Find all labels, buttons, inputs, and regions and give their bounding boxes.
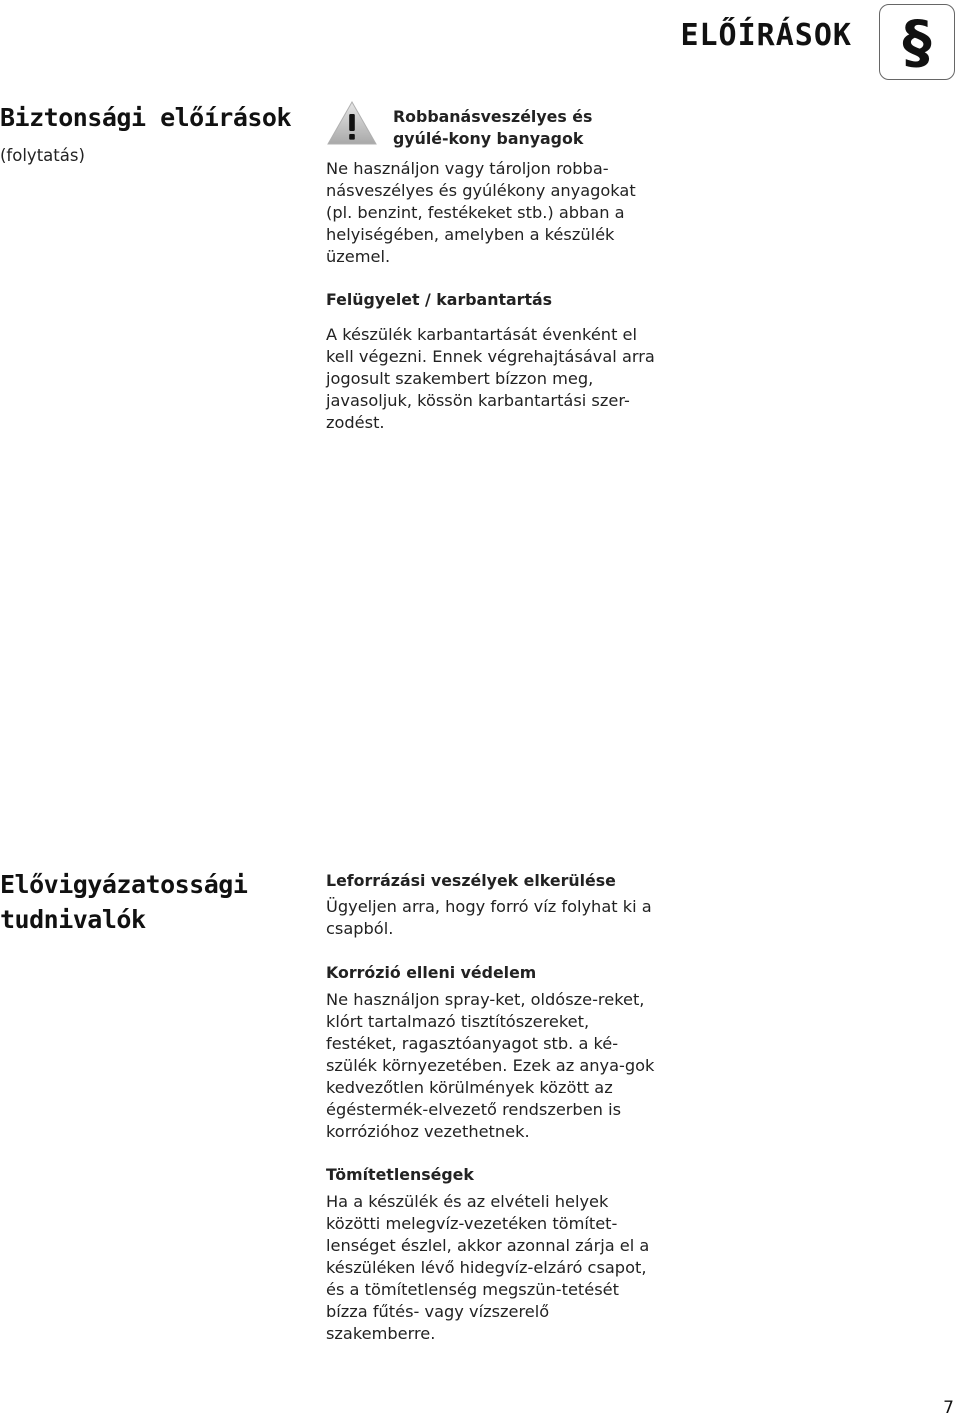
- leaks-text: Ha a készülék és az elvételi helyek közötti melegvíz-vezetéken tömítet-lenséget észlel, akkor azonnal zárja el a készüléken lévő hidegvíz-elzáró csapot, és a tömítetlenség megszün-tetését bízza fűtés- vagy vízszerelő szakemberre.: [326, 1192, 650, 1343]
- scalding-title: Leforrázási veszélyek elkerülése: [326, 871, 616, 890]
- precaution-block-corrosion: [326, 962, 656, 1143]
- section-heading-safety: Biztonsági előírások: [0, 103, 292, 132]
- svg-text:§: §: [902, 12, 932, 72]
- leaks-title: Tömítetlenségek: [326, 1165, 474, 1184]
- page-header-title: ELŐÍRÁSOK: [680, 18, 852, 53]
- warning-title: Robbanásveszélyes és gyúlé-kony banyagok: [393, 107, 593, 148]
- warning-block-header: [326, 100, 656, 152]
- maintenance-text: A készülék karbantartását évenként el kell végezni. Ennek végrehajtásával arra jogosult szakembert bízzon meg, javasoljuk, kössön karbantartási szer-zodést.: [326, 325, 655, 432]
- page-number: 7: [943, 1398, 954, 1418]
- scalding-text: Ügyeljen arra, hogy forró víz folyhat ki a csapból.: [326, 897, 652, 938]
- warning-triangle-icon: [326, 100, 378, 146]
- corrosion-text: Ne használjon spray-ket, oldósze-reket, klórt tartalmazó tisztítószereket, festéket, ragasztóanyagot stb. a ké-szülék környezetében. Ezek az anya-gok kedvezőtlen körülmények között az égéstermék-elvezető rendszerben is korrózióhoz vezethetnek.: [326, 990, 655, 1141]
- corrosion-title: Korrózió elleni védelem: [326, 963, 537, 982]
- paragraph-sign-icon: [879, 4, 955, 80]
- section-subheading: (folytatás): [0, 146, 85, 165]
- precaution-block-leaks: [326, 1164, 656, 1345]
- maintenance-title: Felügyelet / karbantartás: [326, 290, 553, 309]
- precaution-block-scalding: [326, 870, 656, 940]
- maintenance-block: [326, 289, 656, 434]
- warning-text: Ne használjon vagy tároljon robba-násveszélyes és gyúlékony anyagokat (pl. benzint, festékeket stb.) abban a helyiségében, amelyben a készülék üzemel.: [326, 159, 636, 266]
- warning-body: [326, 158, 656, 268]
- section-heading-precautions: Elővigyázatossági tudnivalók: [0, 870, 248, 934]
